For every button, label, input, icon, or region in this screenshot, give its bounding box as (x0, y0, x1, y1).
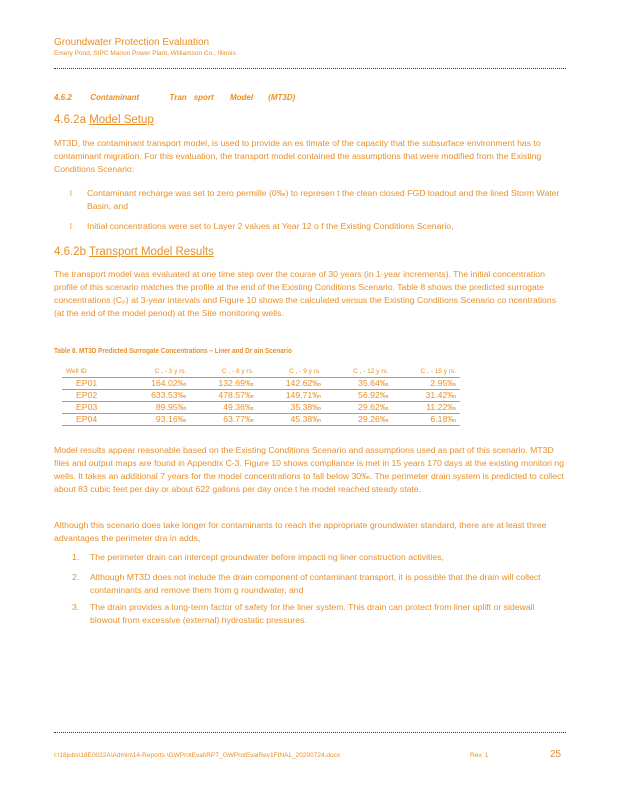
table-row (62, 414, 460, 426)
table-cell: 11.22‰ (392, 402, 460, 414)
table-cell: 35.38‰ (258, 402, 325, 414)
table-header-cell: C , - 6 y rs. (190, 366, 257, 378)
table-row (62, 390, 460, 402)
table-row (62, 378, 460, 390)
table-cell: 2.95‰ (392, 378, 460, 390)
header-title: Groundwater Protection Evaluation (54, 37, 210, 48)
table-cell: 93.16‰ (123, 414, 190, 426)
bullet-marker: l (70, 189, 72, 198)
numbered-text: Although MT3D does not include the drain component of contaminant transport, it is possible that the drain will collect contaminants and remove them from g roundwater, and (90, 572, 541, 595)
model-setup-paragraph: MT3D, the contaminant transport model, is used to provide an es timate of the capacity that the subsurface environment has to contaminant migration. For this evaluation, the transport model contained the assumptions that were modified from the Existing Conditions Scenario: (54, 138, 542, 174)
section-word: Model (229, 93, 254, 102)
section-number: 4.6.2 (54, 93, 72, 102)
numbered-text: The drain provides a long-term factor of safety for the liner system. This drain can protect from liner uplift or sidewall blowout from excessive (external) hydrostatic pressures. (90, 602, 535, 625)
footer-file-path: I:\18jobs\18E0022A\Admin\14-Reports \GWProtEval\RPT_GWProtEvalRev1FINAL_20200724.docx (54, 752, 341, 759)
although-paragraph: Although this scenario does take longer for contaminants to reach the appropriate groundwater standard, there are at least three advantages the perimeter dra in adds, (54, 520, 547, 543)
table-cell: 29.26‰ (325, 414, 393, 426)
numbered-text: The perimeter drain can intercept groundwater before impacti ng liner construction activities, (90, 552, 444, 562)
table-header-cell: C , - 3 y rs. (123, 366, 190, 378)
table-cell: EP02 (62, 390, 123, 402)
table-cell: 63.77‰ (190, 414, 257, 426)
table-cell: 56.92‰ (325, 390, 393, 402)
table-cell: 132.69‰ (190, 378, 257, 390)
model-setup-title: Model Setup (89, 114, 154, 126)
table-cell: 45.38‰ (258, 414, 325, 426)
table-cell: EP03 (62, 402, 123, 414)
model-setup-number: 4.6.2a (54, 114, 86, 126)
table-caption: Table 8. MT3D Predicted Surrogate Concentrations – Liner and Dr ain Scenario (54, 346, 292, 355)
section-word: sport (193, 93, 214, 102)
table-cell: 31.42‰ (392, 390, 460, 402)
bullet-marker: l (70, 222, 72, 231)
number-marker: 2. (72, 572, 80, 582)
table-cell: EP04 (62, 414, 123, 426)
footer-divider (54, 732, 566, 733)
transport-results-paragraph: The transport model was evaluated at one time step over the course of 30 years (in 1-year increments). The initial concentration profile of this scenario matches the profile at the end of the Existing Conditions Scenario. Table 8 shows the predicted surrogate concentrations (Cₚ) at 3-year intervals and Figure 10 shows the calculated versus the Existing Conditions Scenario co ncentrations (at the end of the model period) at the Site monitoring wells. (54, 269, 557, 318)
table-cell: 35.64‰ (325, 378, 393, 390)
table-cell: 633.53‰ (123, 390, 190, 402)
numbered-item (72, 571, 566, 597)
section-heading (54, 93, 295, 102)
table-cell: 142.62‰ (258, 378, 325, 390)
bullet-text: Initial concentrations were set to Layer 2 values at Year 12 o f the Existing Conditions Scenario, (87, 221, 454, 231)
footer-revision: Rev. 1 (470, 752, 489, 759)
number-marker: 3. (72, 602, 80, 612)
table-header-row (62, 366, 460, 378)
numbered-item (72, 551, 566, 564)
header-divider (54, 68, 566, 69)
table-cell: 49.36‰ (190, 402, 257, 414)
transport-results-title: Transport Model Results (88, 246, 214, 258)
section-word: Tran (169, 93, 187, 102)
table-cell: 149.71‰ (258, 390, 325, 402)
table-cell: 478.57‰ (190, 390, 257, 402)
table-header-cell: C , - 9 y rs. (258, 366, 325, 378)
numbered-item (72, 601, 566, 627)
transport-results-heading (54, 246, 214, 258)
section-word: (MT3D) (268, 93, 296, 102)
number-marker: 1. (72, 552, 80, 562)
section-word: Contaminant (90, 93, 140, 102)
table-cell: EP01 (62, 378, 123, 390)
table-header-cell: C , - 15 y rs. (392, 366, 460, 378)
bullet-text: Contaminant recharge was set to zero permille (0‰) to represen t the clean closed FGD loadout and the lined Storm Water Basin, and (87, 188, 560, 211)
table-cell: 29.62‰ (325, 402, 393, 414)
table-header-cell: C , - 12 y rs. (325, 366, 393, 378)
table-cell: 89.95‰ (123, 402, 190, 414)
results-paragraph: Model results appear reasonable based on the Existing Conditions Scenario and assumptions used as part of this scenario. MT3D files and output maps are found in Appendix C-3. Figure 10 shows compliance is met in 15 years 170 days at the existing monitori ng wells. It takes an additional 7 years for the model concentrations to fall below 30‰. The perimeter drain system is predicted to collect about 83 cubic feet per day or about 622 gallons per day once t he model reached steady state. (54, 445, 564, 494)
concentration-table (62, 366, 460, 426)
table-cell: 164.02‰ (123, 378, 190, 390)
list-item (70, 187, 566, 213)
table-header-cell: Well ID (62, 366, 123, 378)
list-item (70, 220, 566, 233)
header-subtitle: Emery Pond, SIPC Marion Power Plant, Williamson Co., Illinois (54, 50, 236, 57)
table-row (62, 402, 460, 414)
page-number: 25 (550, 749, 562, 760)
table-cell: 6.18‰ (392, 414, 460, 426)
transport-results-number: 4.6.2b (54, 246, 86, 258)
model-setup-heading (54, 114, 154, 126)
